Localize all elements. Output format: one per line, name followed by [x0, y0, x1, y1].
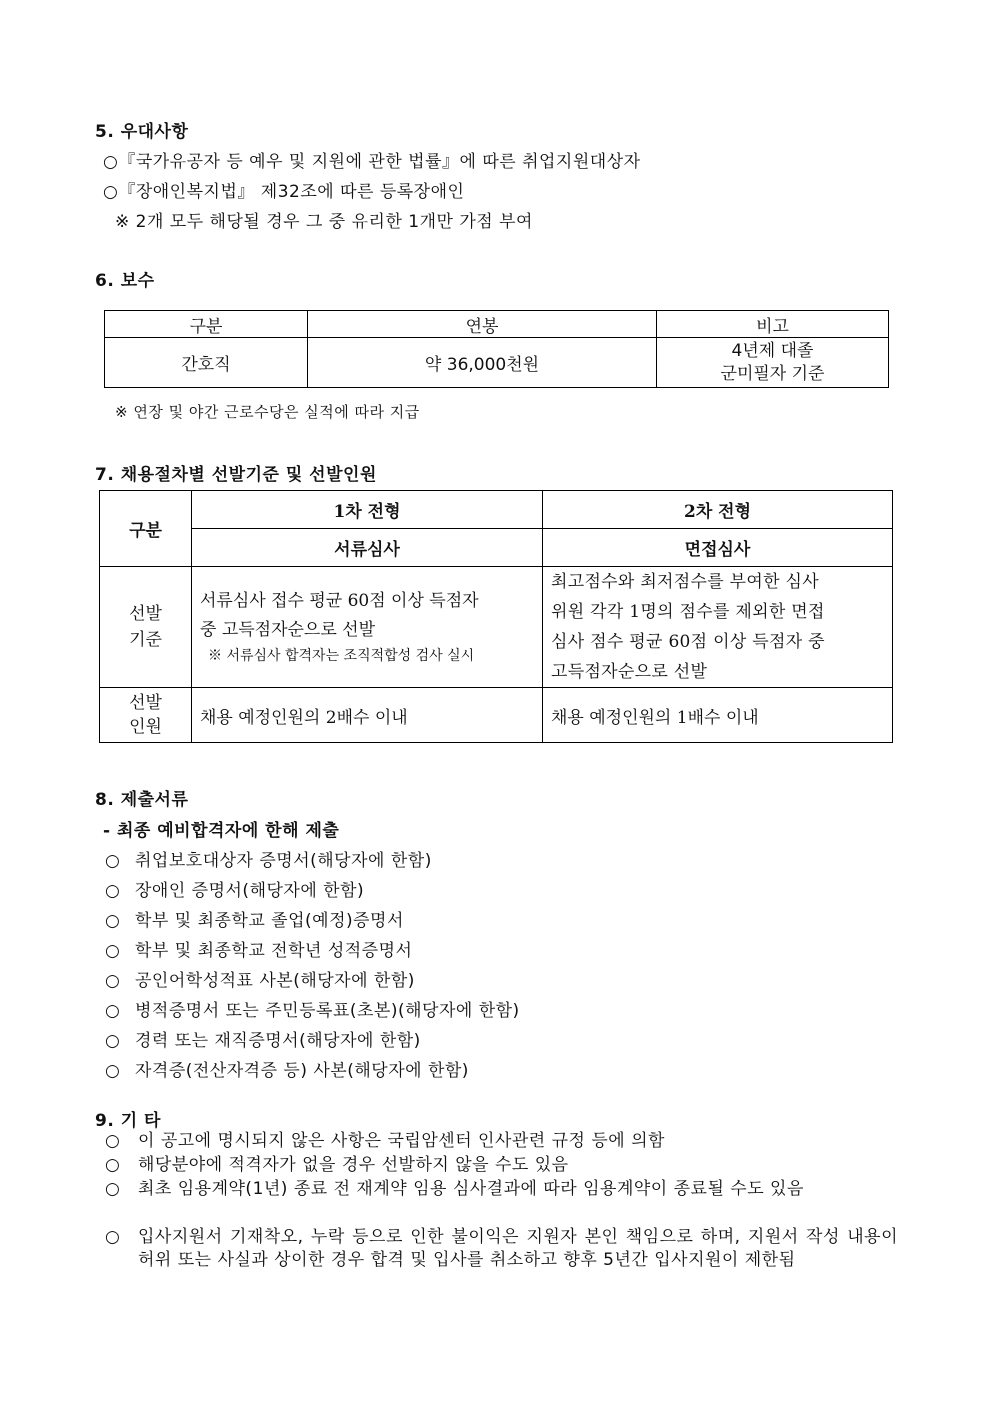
selection-criteria-stage1 — [192, 567, 543, 688]
s9-item-2-text: 해당분야에 적격자가 없을 경우 선발하지 않을 수도 있음 — [138, 1155, 569, 1175]
salary-header-pay: 연봉 — [308, 311, 657, 338]
s8-item-1-text: 취업보호대상자 증명서(해당자에 한함) — [135, 851, 432, 871]
s8-bullet-8: ○ — [105, 1061, 121, 1081]
selection-count-stage1: 채용 예정인원의 2배수 이내 — [192, 688, 543, 743]
s8-bullet-4: ○ — [105, 941, 121, 961]
salary-cell-amount: 약 36,000천원 — [308, 338, 657, 388]
s9-item-2 — [105, 1154, 898, 1177]
s8-item-2 — [105, 876, 364, 901]
s9-bullet-4: ○ — [105, 1227, 121, 1247]
selection-row-criteria-label — [100, 567, 192, 688]
salary-header-category: 구분 — [105, 311, 308, 338]
selection-criteria-stage2 — [543, 567, 893, 688]
s9-bullet-1: ○ — [105, 1131, 121, 1151]
criteria-label-line-1: 선발 — [129, 604, 162, 624]
s8-item-8-text: 자격증(전산자격증 등) 사본(해당자에 한함) — [135, 1061, 469, 1081]
s8-item-6-text: 병적증명서 또는 주민등록표(초본)(해당자에 한함) — [135, 1001, 520, 1021]
selection-header-stage2: 2차 전형 — [543, 491, 893, 529]
s8-item-5-text: 공인어학성적표 사본(해당자에 한함) — [135, 971, 415, 991]
count-label-line-1: 선발 — [129, 693, 162, 713]
s9-item-3-text: 최초 임용계약(1년) 종료 전 재계약 임용 심사결과에 따라 임용계약이 종료될 수도 있음 — [138, 1179, 804, 1199]
s8-bullet-6: ○ — [105, 1001, 121, 1021]
s8-bullet-3: ○ — [105, 911, 121, 931]
s8-bullet-7: ○ — [105, 1031, 121, 1051]
section-6-heading: 6. 보수 — [95, 271, 155, 291]
selection-header-category: 구분 — [100, 491, 192, 567]
s9-item-3 — [105, 1178, 898, 1201]
criteria-stage1-note: ※ 서류심사 합격자는 조직적합성 검사 실시 — [208, 648, 475, 664]
section-7-heading: 7. 채용절차별 선발기준 및 선발인원 — [95, 465, 377, 485]
section-8-heading: 8. 제출서류 — [95, 790, 189, 810]
salary-cell-job: 간호직 — [105, 338, 308, 388]
s8-item-7-text: 경력 또는 재직증명서(해당자에 한함) — [135, 1031, 421, 1051]
selection-count-stage2: 채용 예정인원의 1배수 이내 — [543, 688, 893, 743]
section-9-heading: 9. 기 타 — [95, 1111, 161, 1131]
selection-table — [99, 490, 893, 743]
criteria-stage2-line-4: 고득점자순으로 선발 — [551, 662, 708, 682]
s8-item-8 — [105, 1056, 469, 1081]
criteria-stage1-line-1: 서류심사 접수 평균 60점 이상 득점자 — [200, 591, 479, 611]
salary-header-remark: 비고 — [657, 311, 889, 338]
s9-item-1 — [105, 1130, 898, 1153]
selection-row-count-label — [100, 688, 192, 743]
s9-item-1-text: 이 공고에 명시되지 않은 사항은 국립암센터 인사관련 규정 등에 의함 — [138, 1131, 665, 1151]
salary-cell-remark — [657, 338, 889, 388]
salary-table — [104, 310, 889, 388]
s8-item-4 — [105, 936, 412, 961]
s9-item-4-text: 입사지원서 기재착오, 누락 등으로 인한 불이익은 지원자 본인 책임으로 하며, 지원서 작성 내용이 허위 또는 사실과 상이한 경우 합격 및 입사를 취소하고 향후 5년간 입사지원이 제한됨 — [138, 1227, 898, 1270]
s5-item-1: ○『국가유공자 등 예우 및 지원에 관한 법률』에 따른 취업지원대상자 — [103, 152, 641, 172]
selection-subheader-document: 서류심사 — [192, 529, 543, 567]
s8-bullet-1: ○ — [105, 851, 121, 871]
criteria-stage2-line-1: 최고점수와 최저점수를 부여한 심사 — [551, 572, 819, 592]
s8-bullet-5: ○ — [105, 971, 121, 991]
criteria-stage2-line-2: 위원 각각 1명의 점수를 제외한 면접 — [551, 602, 825, 622]
count-label-line-2: 인원 — [129, 717, 162, 737]
s9-bullet-2: ○ — [105, 1155, 121, 1175]
selection-subheader-interview: 면접심사 — [543, 529, 893, 567]
s9-bullet-3: ○ — [105, 1179, 121, 1199]
s8-item-6 — [105, 996, 520, 1021]
selection-header-stage1: 1차 전형 — [192, 491, 543, 529]
section-5-heading: 5. 우대사항 — [95, 122, 189, 142]
criteria-label-line-2: 기준 — [129, 630, 162, 650]
s8-item-1 — [105, 846, 432, 871]
s8-item-5 — [105, 966, 415, 991]
s8-item-3 — [105, 906, 404, 931]
s8-item-7 — [105, 1026, 421, 1051]
s8-subheading: - 최종 예비합격자에 한해 제출 — [103, 821, 340, 841]
s8-item-4-text: 학부 및 최종학교 전학년 성적증명서 — [135, 941, 413, 961]
salary-remark-line-2: 군미필자 기준 — [720, 363, 825, 384]
s6-note: ※ 연장 및 야간 근로수당은 실적에 따라 지급 — [115, 403, 420, 421]
s5-note: ※ 2개 모두 해당될 경우 그 중 유리한 1개만 가점 부여 — [115, 212, 533, 232]
s8-bullet-2: ○ — [105, 881, 121, 901]
salary-remark-line-1: 4년제 대졸 — [731, 340, 814, 361]
s8-item-2-text: 장애인 증명서(해당자에 한함) — [135, 881, 365, 901]
criteria-stage1-line-2: 중 고득점자순으로 선발 — [200, 620, 376, 640]
criteria-stage2-line-3: 심사 점수 평균 60점 이상 득점자 중 — [551, 632, 825, 652]
s9-item-4 — [105, 1226, 898, 1272]
s8-item-3-text: 학부 및 최종학교 졸업(예정)증명서 — [135, 911, 404, 931]
s5-item-2: ○『장애인복지법』 제32조에 따른 등록장애인 — [103, 182, 465, 202]
